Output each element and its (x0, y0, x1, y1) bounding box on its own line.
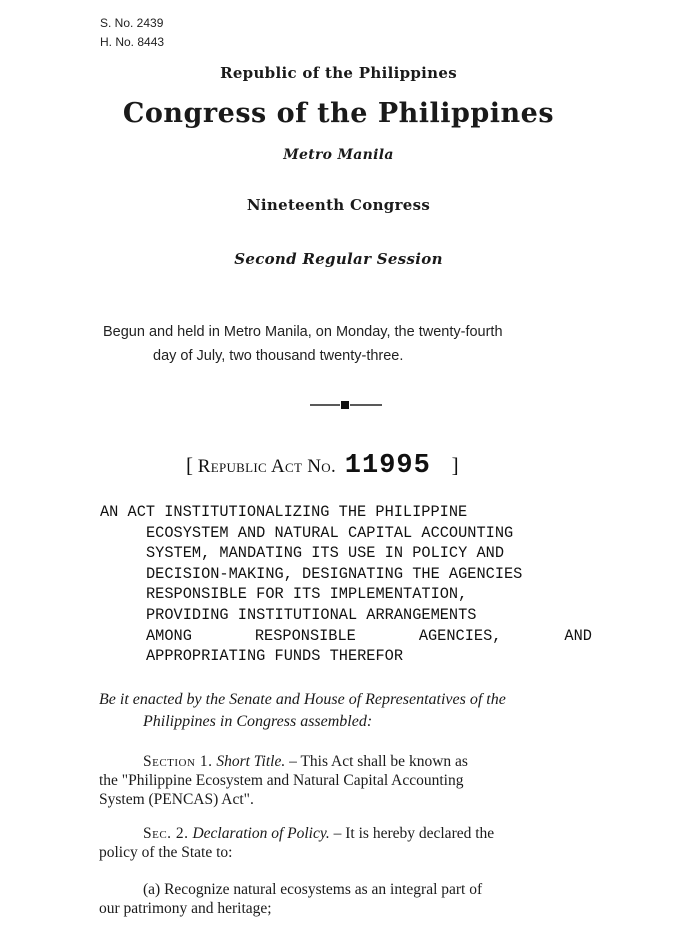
title-line: ECOSYSTEM AND NATURAL CAPITAL ACCOUNTING (146, 523, 514, 542)
title-word: AND (564, 626, 592, 645)
paragraph-text: (a) Recognize natural ecosystems as an integral part of (143, 881, 483, 898)
section-text: – It is hereby declared the (329, 825, 495, 842)
title-line: APPROPRIATING FUNDS THEREFOR (146, 647, 404, 666)
enacting-clause (99, 689, 599, 733)
title-line: AN ACT INSTITUTIONALIZING THE PHILIPPINE (100, 503, 468, 521)
section-text: System (PENCAS) Act". (99, 791, 254, 808)
title-word: RESPONSIBLE (254, 626, 356, 645)
location-heading: Metro Manila (283, 147, 394, 163)
title-word: AMONG (146, 626, 192, 645)
ornament-divider (310, 397, 382, 413)
section-label: Section 1. (143, 753, 213, 770)
close-bracket: ] (451, 453, 459, 477)
republic-heading: Republic of the Philippines (220, 64, 457, 82)
title-line: RESPONSIBLE FOR ITS IMPLEMENTATION, (146, 585, 468, 604)
title-line: PROVIDING INSTITUTIONAL ARRANGEMENTS (146, 605, 477, 624)
section-text: – This Act shall be known as (285, 753, 468, 770)
section-2 (99, 824, 599, 862)
senate-bill-number: S. No. 2439 (100, 16, 164, 30)
section-text: the "Philippine Ecosystem and Natural Capital Accounting (99, 772, 464, 789)
paragraph-text: our patrimony and heritage; (99, 900, 272, 917)
title-line: SYSTEM, MANDATING ITS USE IN POLICY AND (146, 544, 505, 563)
act-title (100, 502, 592, 667)
session-heading: Second Regular Session (234, 250, 443, 268)
republic-act-number (186, 451, 459, 481)
section-1 (99, 752, 599, 809)
title-line: DECISION-MAKING, DESIGNATING THE AGENCIES (146, 564, 523, 583)
bill-numbers (100, 14, 164, 52)
enacting-line-1: Be it enacted by the Senate and House of Representatives of the (99, 691, 506, 708)
congress-number-heading: Nineteenth Congress (246, 196, 431, 214)
act-number: 11995 (344, 451, 431, 481)
begun-line-1: Begun and held in Metro Manila, on Monday, the twenty-fourth (103, 324, 503, 340)
house-bill-number: H. No. 8443 (100, 35, 165, 49)
section-label: Sec. 2. (143, 825, 189, 842)
congress-heading: Congress of the Philippines (122, 98, 555, 129)
begun-statement (103, 320, 603, 368)
title-word: AGENCIES, (418, 626, 502, 645)
title-line-justified (100, 626, 592, 647)
act-label: Republic Act No. (197, 456, 337, 477)
section-text: policy of the State to: (99, 844, 233, 861)
enacting-line-2: Philippines in Congress assembled: (143, 713, 373, 730)
section-heading: Short Title. (216, 753, 286, 770)
section-heading: Declaration of Policy. (192, 825, 330, 842)
paragraph-a (99, 880, 599, 918)
open-bracket: [ (186, 453, 193, 477)
begun-line-2: day of July, two thousand twenty-three. (153, 348, 404, 364)
